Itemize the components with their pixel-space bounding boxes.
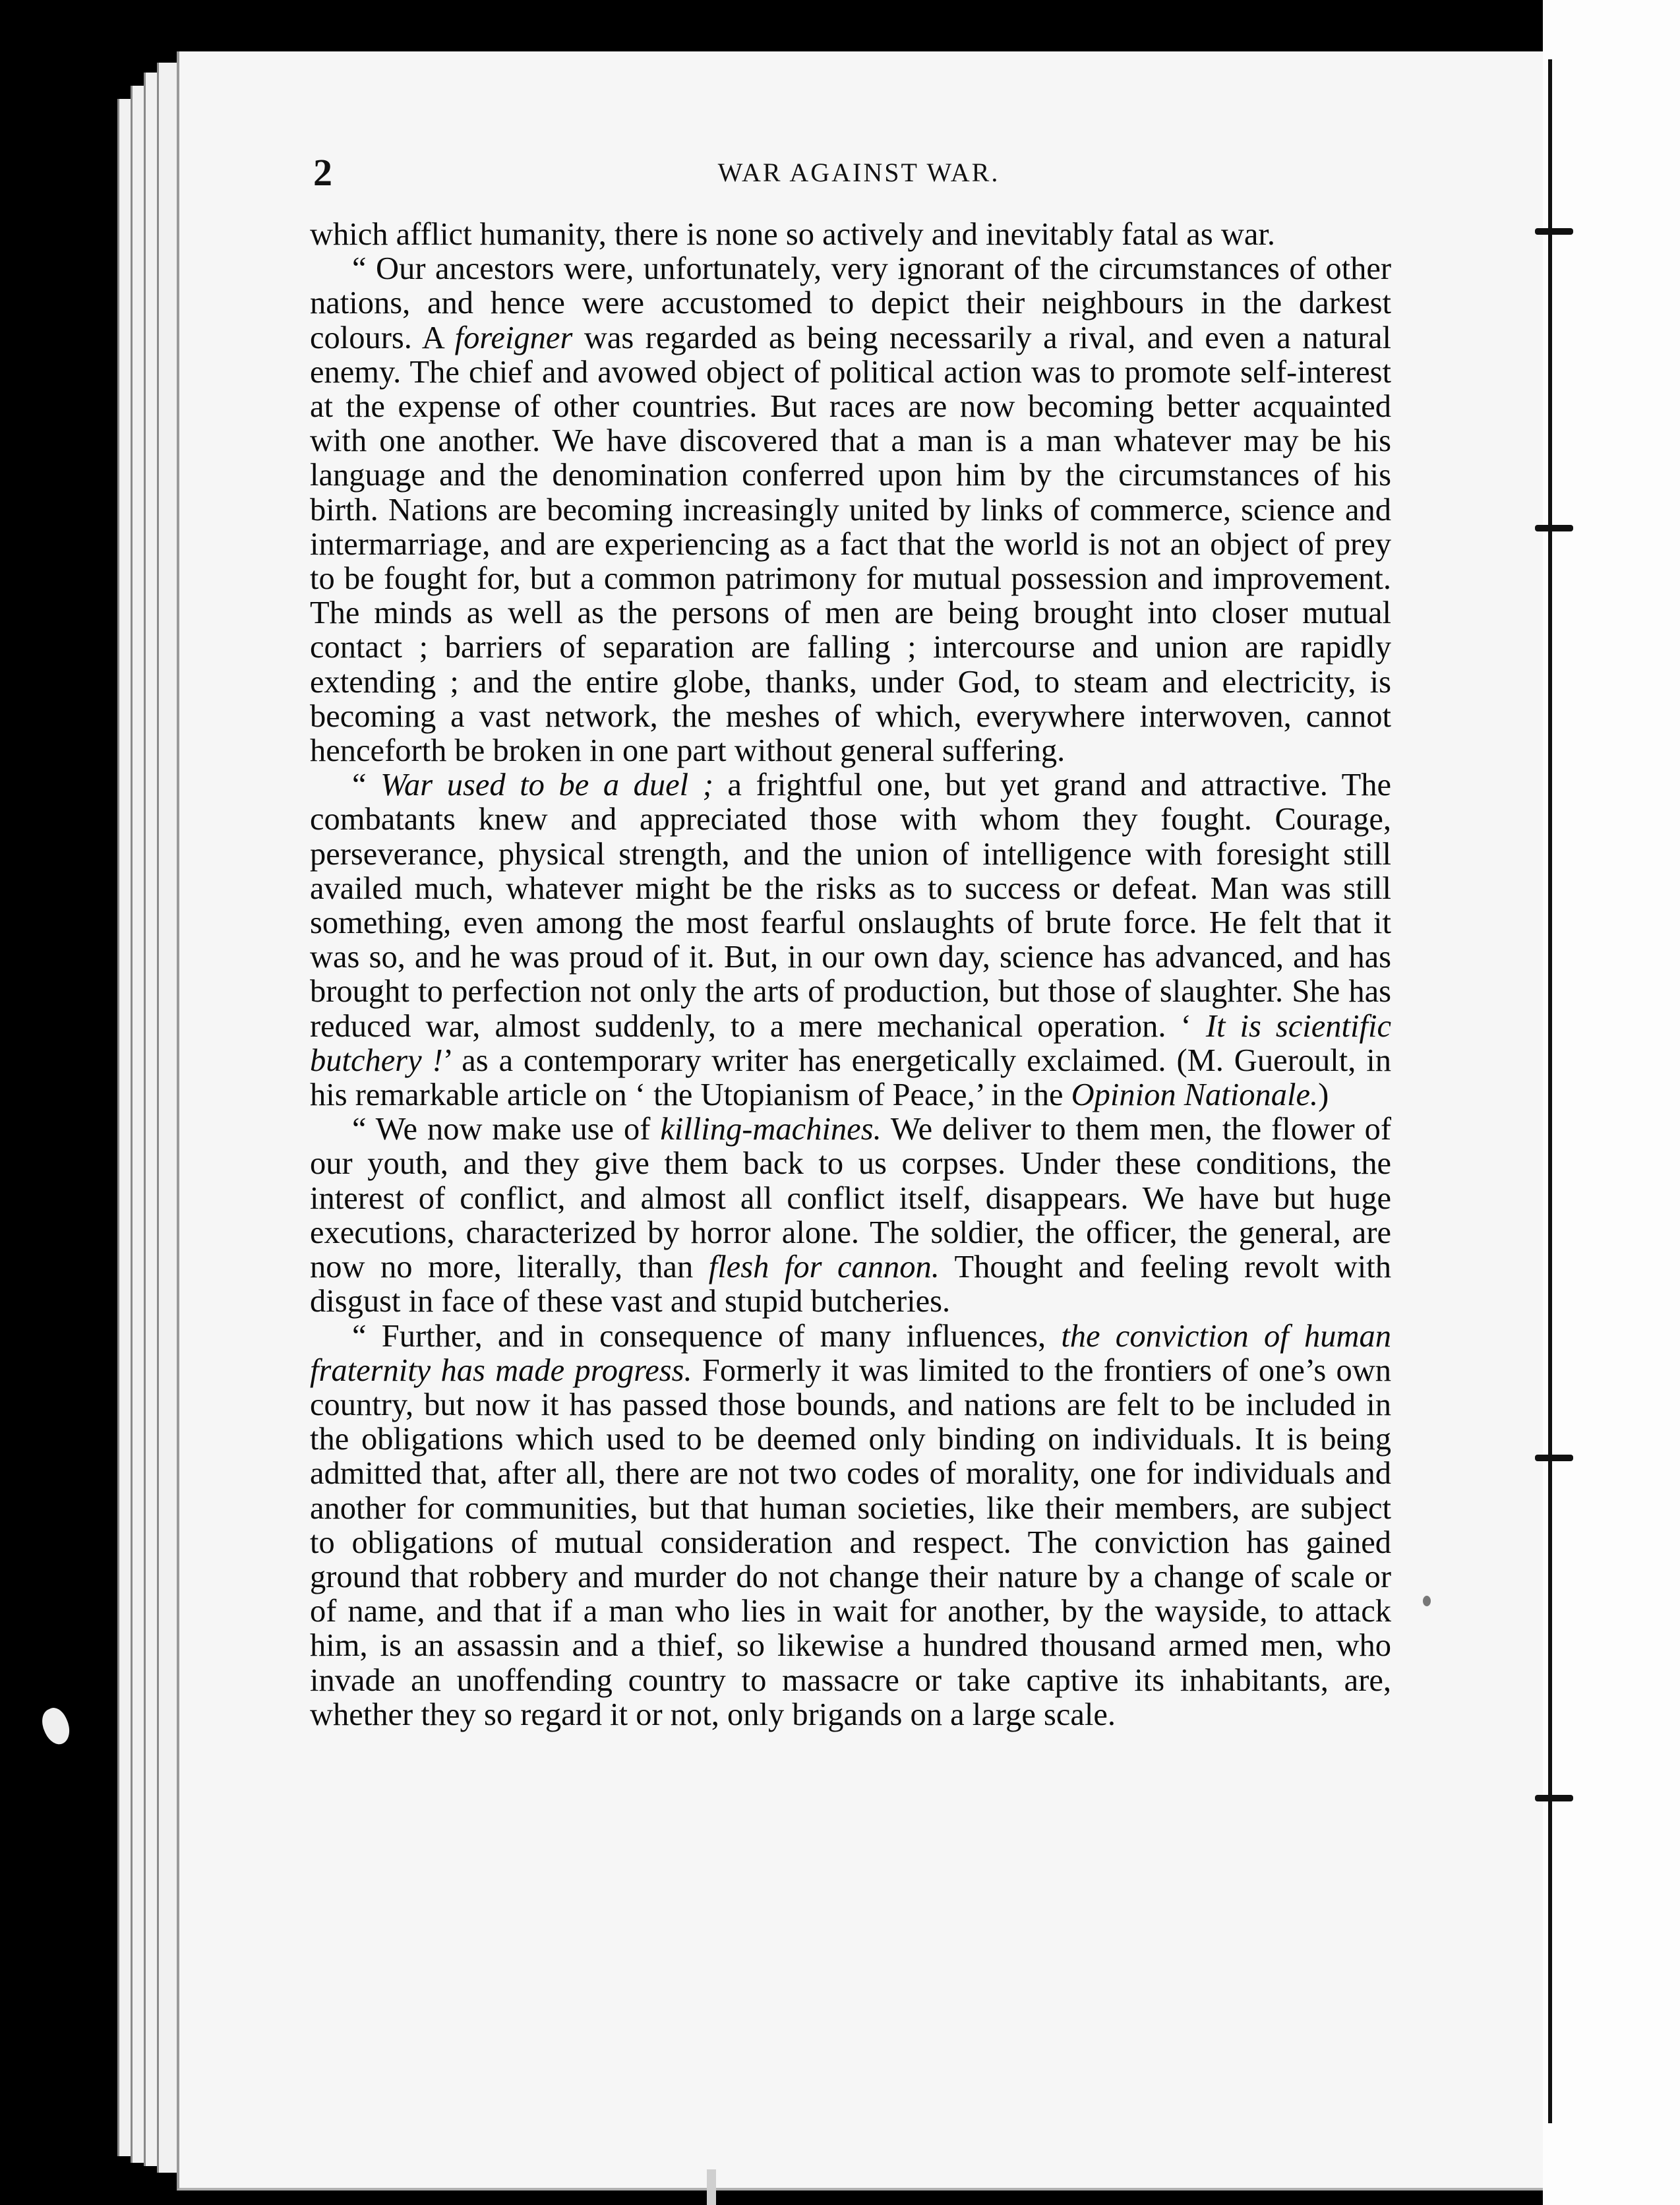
text-run: We deliver to them men, the flower of our youth, and they give them back to us corpses. Under these conditions, the interest of conflict, and almost all conflict itself, disappears. We have but huge executions, characterized by horror alone. The soldier, the officer, the general, are now no more, literally, than xyxy=(310,1112,1391,1285)
text-run: “ xyxy=(352,768,381,803)
text-run: Formerly it was limited to the frontiers of one’s own country, but now it has passed those bounds, and nations are felt to be included in the obligations which used to be deemed only binding on individuals. It is being admitted that, after all, there are not two codes of morality, one for individuals and another for communities, but that human societies, like their members, are subject to obligations of mutual consideration and respect. The conviction has gained ground that robbery and murder do not change their nature by a change of scale or of name, and that if a man who lies in wait for another, by the wayside, to attack him, is an assassin and a thief, so likewise a hundred thousand armed men, who invade an unoffending country to massacre or take captive its inhabitants, are, whether they so regard it or not, only brigands on a large scale. xyxy=(310,1352,1391,1732)
binding-stitch xyxy=(1535,1795,1573,1801)
italic-text: flesh for cannon. xyxy=(708,1250,940,1285)
text-run: “ We now make use of xyxy=(352,1112,661,1147)
scan-blemish xyxy=(37,1705,75,1749)
text-run: “ Our ancestors were, unfortunately, very ignorant of the circumstances of other nations, and hence were accustomed to depict their neighbours in the darkest colours. A xyxy=(310,251,1391,355)
binding-spine xyxy=(1548,59,1552,2123)
text-run: ) xyxy=(1318,1077,1329,1113)
italic-text: War used to be a duel ; xyxy=(380,768,713,803)
scan-blemish xyxy=(707,2169,716,2205)
binding-stitch xyxy=(1535,525,1573,531)
italic-text: It is scientific butchery ! xyxy=(310,1008,1391,1078)
text-run: “ Further, and in consequence of many influences, xyxy=(352,1318,1062,1354)
italic-text: foreigner xyxy=(454,320,573,355)
paragraph xyxy=(310,1112,1391,1319)
text-run: was regarded as being necessarily a rival, and even a natural enemy. The chief and avowed object of political action was to promote self-interest at the expense of other countries. But races are now becoming better acquainted with one another. We have discovered that a man is a man whatever may be his language and the denomination conferred upon him by the circumstances of his birth. Nations are becoming increasingly united by links of commerce, science and intermarriage, and are experiencing as a fact that the world is not an object of prey to be fought for, but a common patrimony for mutual possession and improvement. The minds as well as the persons of men are being brought into closer mutual contact ; barriers of separation are falling ; intercourse and union are rapidly extending ; and the entire globe, thanks, under God, to steam and electricity, is becoming a vast network, the meshes of which, everywhere interwoven, cannot henceforth be broken in one part without general suffering. xyxy=(310,320,1391,769)
italic-text: the conviction of human fraternity has made progress. xyxy=(310,1318,1391,1388)
page-number: 2 xyxy=(313,151,332,194)
page-header xyxy=(313,150,1404,194)
scan-blemish xyxy=(1423,1596,1431,1606)
body-text xyxy=(310,218,1391,1732)
text-run: Thought and feeling revolt with disgust in face of these vast and stupid butcheries. xyxy=(310,1250,1391,1319)
paragraph xyxy=(310,218,1391,252)
text-run: a frightful one, but yet grand and attractive. The combatants knew and appreciated those with whom they fought. Courage, perseverance, physical strength, and the union of intelligence with foresight still availed much, whatever might be the risks as to success or defeat. Man was still something, even among the most fearful onslaughts of brute force. He felt that it was so, and he was proud of it. But, in our own day, science has advanced, and has brought to perfection not only the arts of production, but those of slaughter. She has reduced war, almost suddenly, to a mere mechanical operation. ‘ xyxy=(310,768,1391,1044)
running-title: WAR AGAINST WAR. xyxy=(717,158,1000,187)
adjacent-page xyxy=(1543,0,1680,2205)
italic-text: Opinion Nationale. xyxy=(1071,1077,1319,1113)
binding-stitch xyxy=(1535,1455,1573,1461)
binding-stitch xyxy=(1535,228,1573,235)
text-run: which afflict humanity, there is none so actively and inevitably fatal as war. xyxy=(310,217,1275,252)
paragraph xyxy=(310,768,1391,1112)
paragraph xyxy=(310,1319,1391,1732)
text-run: ’ as a contemporary writer has energetically exclaimed. (M. Gueroult, in his remarkable article on ‘ the Utopianism of Peace,’ in the xyxy=(310,1042,1391,1113)
italic-text: killing-machines. xyxy=(660,1112,882,1147)
paragraph xyxy=(310,252,1391,768)
